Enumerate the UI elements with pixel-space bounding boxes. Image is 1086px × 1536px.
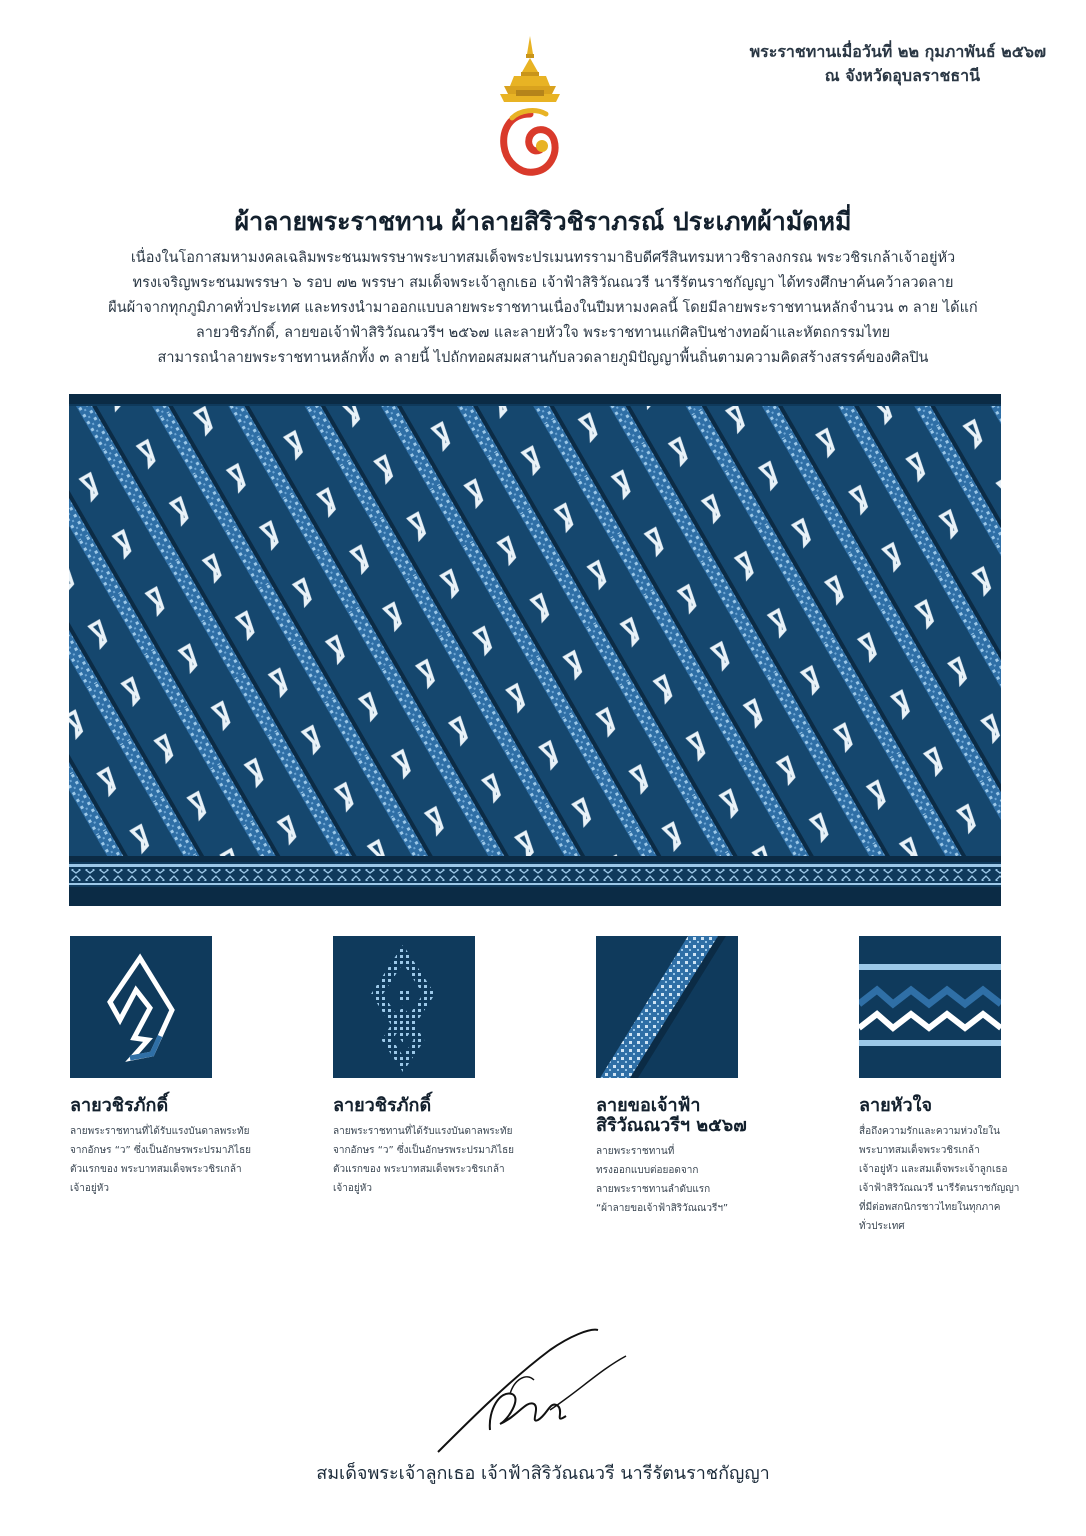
fabric-pattern-image: [69, 394, 1001, 906]
intro-line: เนื่องในโอกาสมหามงคลเฉลิมพระชนมพรรษาพระบาทสมเด็จพระปรเมนทรรามาธิบดีศรีสินทรมหาวชิราลงกรณ พระวชิรเกล้าเจ้าอยู่หัว: [130, 250, 956, 266]
signer-name: สมเด็จพระเจ้าลูกเธอ เจ้าฟ้าสิริวัณณวรี นารีรัตนราชกัญญา: [316, 1463, 770, 1484]
pattern-description: ลายพระราชทานที่ ทรงออกแบบต่อยอดจาก ลายพระราชทานลำดับแรก “ผ้าลายขอเจ้าฟ้าสิริวัณณวรีฯ”: [596, 1146, 729, 1214]
signature-image: [430, 1320, 640, 1460]
swatch-wachira-phakdi-dotted: [333, 936, 475, 1078]
pattern-caption: [333, 1096, 553, 1198]
pattern-name: ลายวชิรภักดิ์: [333, 1095, 432, 1116]
pattern-caption: [859, 1096, 1059, 1236]
swatch-kho-chao-fa: [596, 936, 738, 1078]
pattern-name: ลายขอเจ้าฟ้า สิริวัณณวรีฯ ๒๕๖๗: [596, 1095, 747, 1136]
pattern-description: สื่อถึงความรักและความห่วงใยใน พระบาทสมเด็จพระวชิรเกล้า เจ้าอยู่หัว และสมเด็จพระเจ้าลูกเธอ เจ้าฟ้าสิริวัณณวรี นารีรัตนราชกัญญา ที่มีต่อพสกนิกรชาวไทยในทุกภาค ทั่วประเทศ: [859, 1126, 1020, 1232]
intro-line: ลายวชิรภักดิ์, ลายขอเจ้าฟ้าสิริวัณณวรีฯ ๒๕๖๗ และลายหัวใจ พระราชทานแก่ศิลปินช่างทอผ้าและหัตถกรรมไทย: [195, 325, 891, 341]
intro-paragraph: [70, 246, 1016, 371]
pattern-description: ลายพระราชทานที่ได้รับแรงบันดาลพระทัย จากอักษร “ว” ซึ่งเป็นอักษรพระปรมาภิไธย ตัวแรกของ พระบาทสมเด็จพระวชิรเกล้า เจ้าอยู่หัว: [70, 1126, 252, 1194]
swatch-hua-jai: [859, 936, 1001, 1078]
intro-line: ผืนผ้าจากทุกภูมิภาคทั่วประเทศ และทรงนำมาออกแบบลายพระราชทานเนื่องในปีมหามงคลนี้ โดยมีลายพระราชทานหลักจำนวน ๓ ลาย ได้แก่: [108, 300, 978, 316]
granted-date: พระราชทานเมื่อวันที่ ๒๒ กุมภาพันธ์ ๒๕๖๗: [749, 42, 1046, 61]
royal-monogram-icon: [490, 34, 570, 184]
pattern-caption: [70, 1096, 290, 1198]
swatch-wachira-phakdi: [70, 936, 212, 1078]
intro-line: สามารถนำลายพระราชทานหลักทั้ง ๓ ลายนี้ ไปถักทอผสมผสานกับลวดลายภูมิปัญญาพื้นถิ่นตามความคิดสร้างสรรค์ของศิลปิน: [157, 350, 929, 366]
pattern-caption: [596, 1096, 816, 1218]
pattern-name: ลายวชิรภักดิ์: [70, 1095, 169, 1116]
date-location-block: [626, 40, 1046, 88]
page-title: ผ้าลายพระราชทาน ผ้าลายสิริวชิราภรณ์ ประเภทผ้ามัดหมี่: [234, 207, 852, 236]
intro-line: ทรงเจริญพระชนมพรรษา ๖ รอบ ๗๒ พรรษา สมเด็จพระเจ้าลูกเธอ เจ้าฟ้าสิริวัณณวรี นารีรัตนราชกัญญา ได้ทรงศึกษาค้นคว้าลวดลาย: [132, 275, 954, 291]
granted-location: ณ จังหวัดอุบลราชธานี: [824, 66, 980, 85]
pattern-description: ลายพระราชทานที่ได้รับแรงบันดาลพระทัย จากอักษร “ว” ซึ่งเป็นอักษรพระปรมาภิไธย ตัวแรกของ พระบาทสมเด็จพระวชิรเกล้า เจ้าอยู่หัว: [333, 1126, 515, 1194]
pattern-name: ลายหัวใจ: [859, 1095, 932, 1116]
